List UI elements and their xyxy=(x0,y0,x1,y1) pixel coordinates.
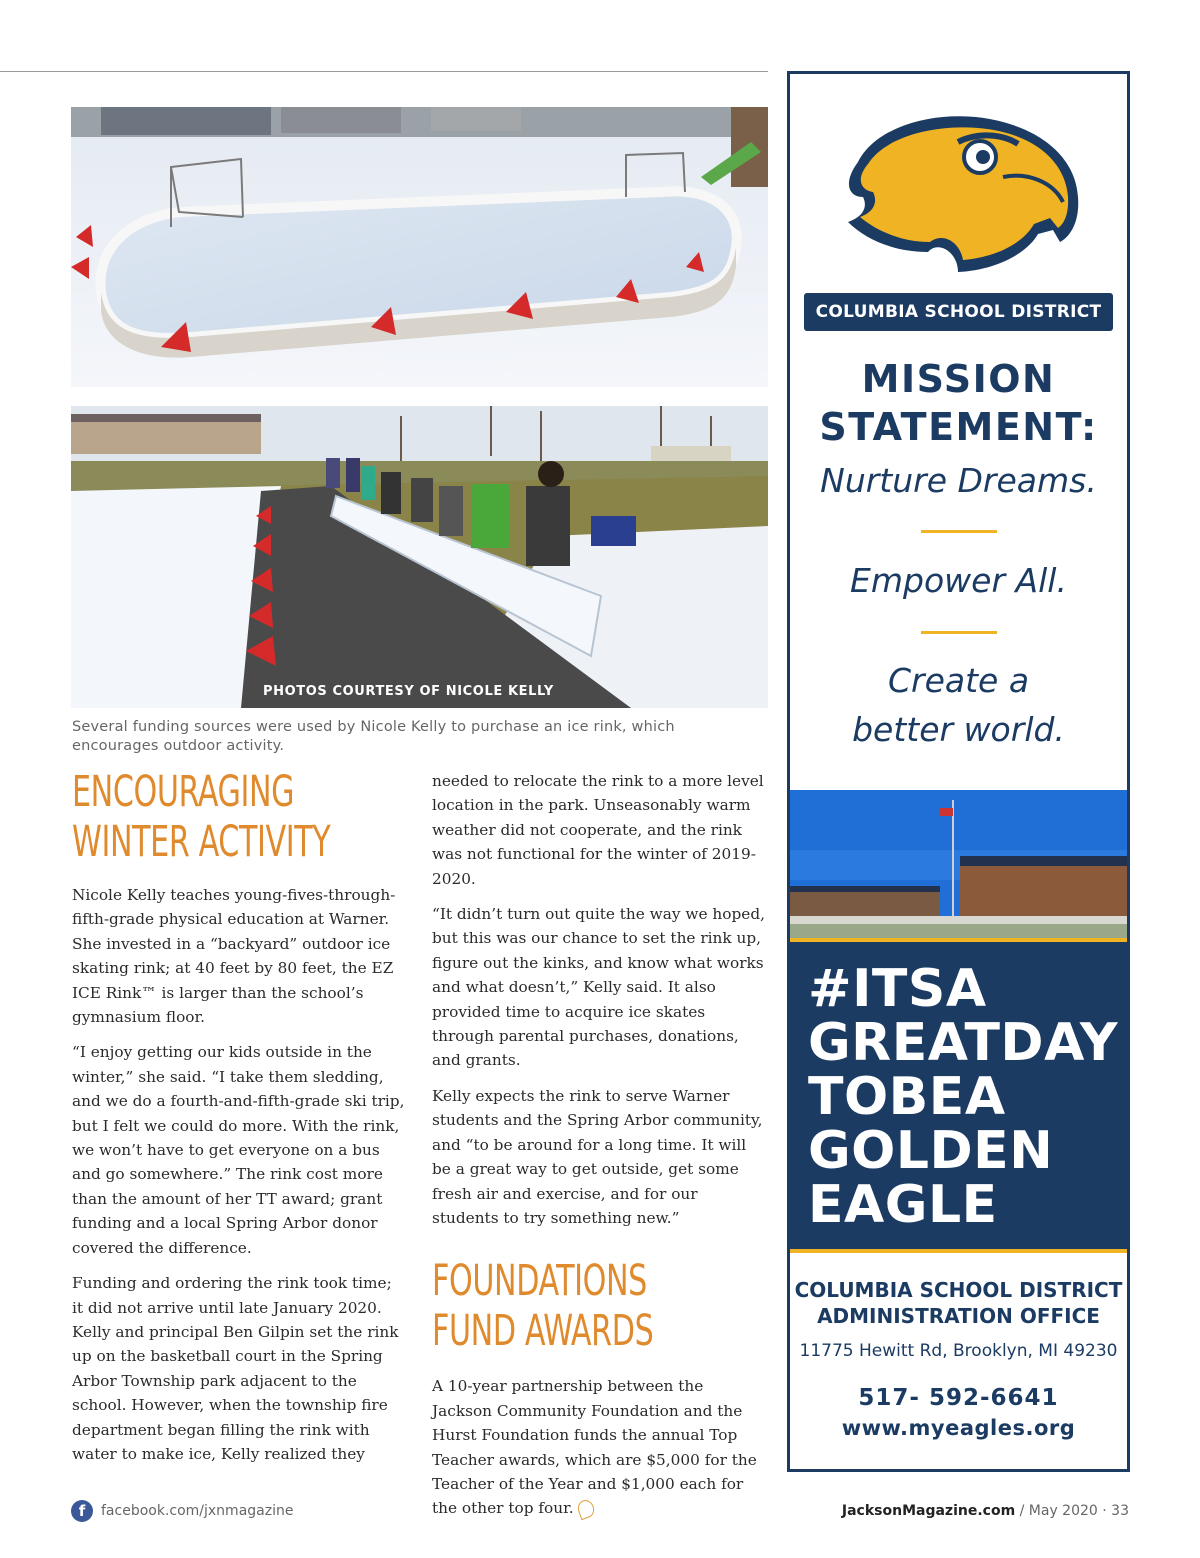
mission-line-create: Create a xyxy=(887,661,1030,700)
mission-title xyxy=(790,355,1127,451)
heading-line: FUND AWARDS xyxy=(432,1306,654,1357)
facebook-handle[interactable]: facebook.com/jxnmagazine xyxy=(101,1503,294,1519)
footer-page-info xyxy=(842,1503,1129,1519)
eagle-logo-icon xyxy=(838,102,1083,277)
paragraph: Nicole Kelly teaches young-fives-through-fifth-grade physical education at Warner. She invested in a “backyard” outdoor ice skating rink; at 40 feet by 80 feet, the EZ ICE Rink™ is larger than the school’s gymnasium floor. xyxy=(72,886,396,1027)
facebook-icon: f xyxy=(71,1500,93,1522)
office-phone: 517- 592-6641 xyxy=(858,1385,1059,1411)
district-banner: COLUMBIA SCHOOL DISTRICT xyxy=(804,293,1113,331)
office-address: 11775 Hewitt Rd, Brooklyn, MI 49230 xyxy=(799,1341,1118,1361)
office-line: COLUMBIA SCHOOL DISTRICT xyxy=(794,1278,1123,1302)
paragraph-text: A 10-year partnership between the Jackson Community Foundation and the Hurst Foundation funds the annual Top Teacher awards, which are $5,000 for the Teacher of the Year and $1,000 each for the other top four. xyxy=(432,1377,757,1518)
office-line: ADMINISTRATION OFFICE xyxy=(817,1304,1100,1328)
paragraph: “I enjoy getting our kids outside in the winter,” she said. “I take them sledding, and we do a fourth-and-fifth-grade ski trip, but I felt we could do more. With the rink, we won’t have to get everyone on a bus and go somewhere.” The rink cost more than the amount of her TT award; grant funding and a local Spring Arbor donor covered the difference. xyxy=(72,1043,405,1257)
hashtag-block xyxy=(790,938,1127,1253)
admin-office-title xyxy=(790,1277,1127,1329)
section-heading-winter-activity xyxy=(72,767,333,867)
paragraph: Kelly expects the rink to serve Warner students and the Spring Arbor community, and “to be around for a long time. It will be a great way to get outside, get some fresh air and exercise, and for our students to try something new.” xyxy=(432,1086,763,1227)
footer-social[interactable] xyxy=(71,1500,293,1522)
magazine-site[interactable]: JacksonMagazine.com xyxy=(841,1503,1016,1519)
heading-line: FOUNDATIONS xyxy=(432,1256,647,1307)
heading-line: WINTER ACTIVITY xyxy=(72,817,331,867)
hashtag-text: #ITSA GREATDAY TOBEA GOLDEN EAGLE xyxy=(808,959,1119,1235)
backyard-rink-photo xyxy=(71,107,768,387)
end-mark-icon xyxy=(575,1498,596,1520)
mission-line-better-world: better world. xyxy=(852,710,1065,749)
mission-title-line: STATEMENT: xyxy=(819,405,1098,449)
separator: / xyxy=(1019,1503,1029,1519)
gold-divider xyxy=(921,530,997,533)
school-building-photo xyxy=(790,790,1127,938)
gold-divider xyxy=(921,631,997,634)
issue-date: May 2020 xyxy=(1028,1503,1098,1519)
article-column-right xyxy=(432,769,768,1532)
photo-caption: Several funding sources were used by Nicole Kelly to purchase an ice rink, which encourages outdoor activity. xyxy=(72,719,675,754)
article-column-left xyxy=(72,767,407,1477)
paragraph: “It didn’t turn out quite the way we hoped, but this was our chance to set the rink up, figure out the kinks, and know what works and what doesn’t,” Kelly said. It also provided time to acquire ice skates through parental purchases, donations, and grants. xyxy=(432,905,765,1070)
separator-dot: · xyxy=(1102,1503,1112,1519)
heading-line: ENCOURAGING xyxy=(72,767,295,817)
mission-line-empower: Empower All. xyxy=(850,561,1067,600)
students-carrying-boards-photo xyxy=(71,406,768,708)
page-number: 33 xyxy=(1111,1503,1129,1519)
paragraph: needed to relocate the rink to a more level location in the park. Unseasonably warm weather did not cooperate, and the rink was not functional for the winter of 2019-2020. xyxy=(432,772,764,888)
photo-credit: PHOTOS COURTESY OF NICOLE KELLY xyxy=(263,684,554,699)
paragraph: Funding and ordering the rink took time; it did not arrive until late January 2020. Kelly and principal Ben Gilpin set the rink up on the basketball court in the Spring Arbor Township park adjacent to the school. However, when the township fire department began filling the rink with water to make ice, Kelly realized they xyxy=(72,1274,399,1463)
mission-title-line: MISSION xyxy=(861,357,1056,401)
top-rule xyxy=(0,71,768,72)
district-website-link[interactable]: www.myeagles.org xyxy=(841,1416,1076,1440)
mission-line-nurture: Nurture Dreams. xyxy=(820,461,1097,500)
section-heading-fund-awards xyxy=(432,1256,694,1356)
columbia-school-ad xyxy=(787,71,1130,1472)
paragraph-final xyxy=(432,1374,768,1520)
